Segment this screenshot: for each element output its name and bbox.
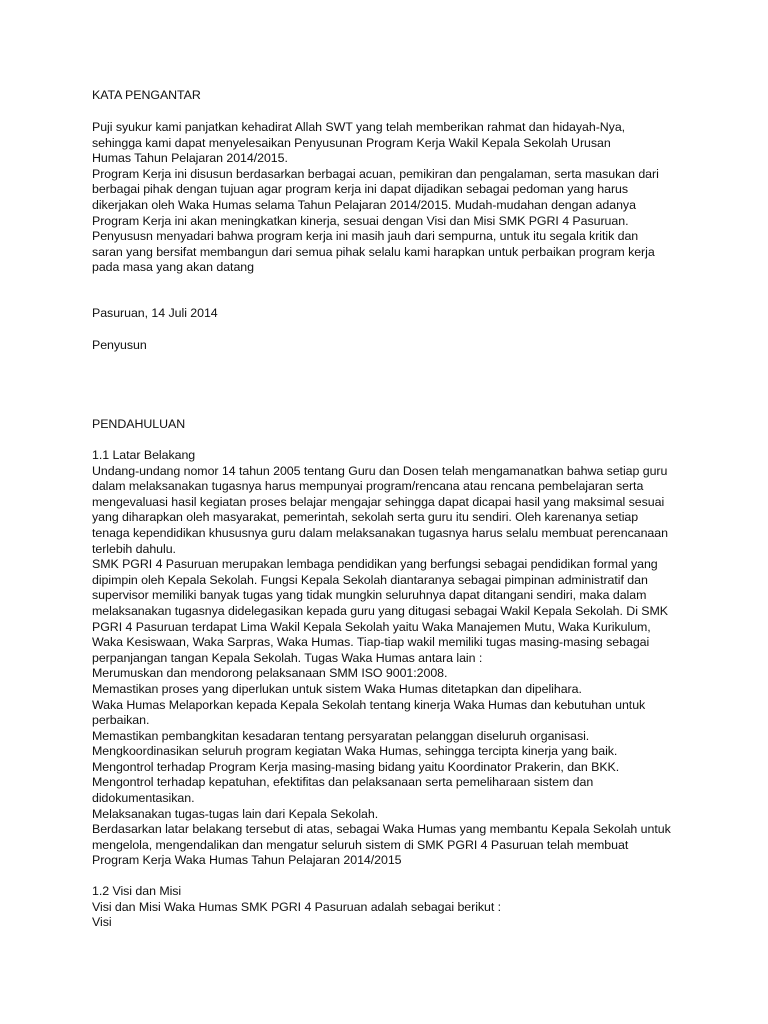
paragraph-line: Program Kerja ini disusun berdasarkan berbagai acuan, pemikiran dan pengalaman, serta masukan dari: [92, 166, 659, 181]
paragraph-line: dikerjakan oleh Waka Humas selama Tahun Pelajaran 2014/2015. Mudah-mudahan dengan adanya: [92, 197, 636, 212]
paragraph-line: tenaga kependidikan khususnya guru dalam melaksanakan tugasnya harus selalu membuat perencanaan: [92, 525, 668, 540]
paragraph-line: yang diharapkan oleh masyarakat, pemerintah, sekolah serta guru itu sendiri. Oleh karenanya setiap: [92, 510, 639, 525]
paragraph-line: Memastikan proses yang diperlukan untuk sistem Waka Humas ditetapkan dan dipelihara.: [92, 681, 582, 696]
paragraph-line: berbagai pihak dengan tujuan agar program kerja ini dapat dijadikan sebagai pedoman yang harus: [92, 182, 629, 197]
paragraph-line: melaksanakan tugasnya didelegasikan kepada guru yang ditugasi sebagai Wakil Kepala Sekolah. Di SMK: [92, 603, 668, 618]
paragraph-line: Melaksanakan tugas-tugas lain dari Kepala Sekolah.: [92, 806, 379, 821]
paragraph-line: saran yang bersifat membangun dari semua pihak selalu kami harapkan untuk perbaikan program kerja: [92, 244, 655, 259]
paragraph-line: Mengontrol terhadap kepatuhan, efektifitas dan pelaksanaan serta pemeliharaan sistem dan: [92, 775, 594, 790]
paragraph-line: Program Kerja Waka Humas Tahun Pelajaran 2014/2015: [92, 853, 402, 868]
paragraph-line: Mengontrol terhadap Program Kerja masing-masing bidang yaitu Koordinator Prakerin, dan BKK.: [92, 759, 620, 774]
kata-pengantar-heading: KATA PENGANTAR: [92, 88, 201, 102]
paragraph-line: Humas Tahun Pelajaran 2014/2015.: [92, 151, 288, 166]
paragraph-line: pada masa yang akan datang: [92, 260, 254, 275]
paragraph-line: dipimpin oleh Kepala Sekolah. Fungsi Kepala Sekolah diantaranya sebagai pimpinan administratif dan: [92, 572, 648, 587]
paragraph-line: supervisor memiliki banyak tugas yang tidak mungkin seluruhnya dapat ditangani sendiri, maka dalam: [92, 588, 647, 603]
paragraph-line: sehingga kami dapat menyelesaikan Penyusunan Program Kerja Wakil Kepala Sekolah Urusan: [92, 135, 611, 150]
section-1-2: [92, 884, 682, 931]
paragraph-line: Puji syukur kami panjatkan kehadirat Allah SWT yang telah memberikan rahmat dan hidayah-Nya,: [92, 120, 626, 134]
section-1-1: [92, 448, 682, 869]
paragraph-line: mengelola, mengendalikan dan mengatur seluruh sistem di SMK PGRI 4 Pasuruan telah membuat: [92, 837, 629, 852]
paragraph-line: perbaikan.: [92, 713, 150, 728]
paragraph-line: Penyususn menyadari bahwa program kerja ini masih jauh dari sempurna, untuk itu segala kritik dan: [92, 229, 639, 244]
paragraph-line: PGRI 4 Pasuruan terdapat Lima Wakil Kepala Sekolah yaitu Waka Manajemen Mutu, Waka Kurikulum,: [92, 619, 651, 634]
paragraph-line: Program Kerja ini akan meningkatkan kinerja, sesuai dengan Visi dan Misi SMK PGRI 4 Pasuruan.: [92, 213, 629, 228]
paragraph-line: dalam melaksanakan tugasnya harus mempunyai program/rencana atau rencana pembelajaran serta: [92, 479, 644, 494]
paragraph-line: Waka Humas Melaporkan kepada Kepala Sekolah tentang kinerja Waka Humas dan kebutuhan untuk: [92, 697, 646, 712]
pendahuluan-heading: PENDAHULUAN: [92, 417, 186, 431]
paragraph-line: mengevaluasi hasil kegiatan proses belajar mengajar sehingga dapat dicapai hasil yang maksimal sesuai: [92, 494, 665, 509]
paragraph-line: Memastikan pembangkitan kesadaran tentang persyaratan pelanggan diseluruh organisasi.: [92, 728, 590, 743]
paragraph-line: SMK PGRI 4 Pasuruan merupakan lembaga pendidikan yang berfungsi sebagai pendidikan formal yang: [92, 557, 658, 572]
paragraph-line: Merumuskan dan mendorong pelaksanaan SMM ISO 9001:2008.: [92, 666, 448, 681]
paragraph-line: perpanjangan tangan Kepala Sekolah. Tugas Waka Humas antara lain :: [92, 650, 483, 665]
paragraph-line: terlebih dahulu.: [92, 541, 176, 556]
section-title: 1.1 Latar Belakang: [92, 448, 196, 462]
place-date: Pasuruan, 14 Juli 2014: [92, 306, 218, 320]
paragraph-line: Undang-undang nomor 14 tahun 2005 tentang Guru dan Dosen telah mengamanatkan bahwa setiap guru: [92, 463, 668, 478]
paragraph-line: Visi dan Misi Waka Humas SMK PGRI 4 Pasuruan adalah sebagai berikut :: [92, 899, 502, 914]
paragraph-line: didokumentasikan.: [92, 791, 195, 806]
signature-label: Penyusun: [92, 338, 147, 352]
paragraph-line: Waka Kesiswaan, Waka Sarpras, Waka Humas. Tiap-tiap wakil memiliki tugas masing-masing sebagai: [92, 635, 650, 650]
section-title: 1.2 Visi dan Misi: [92, 884, 182, 898]
paragraph-line: Visi: [92, 915, 112, 930]
kata-pengantar-paragraph: [92, 120, 682, 276]
paragraph-line: Berdasarkan latar belakang tersebut di atas, sebagai Waka Humas yang membantu Kepala Sekolah untuk: [92, 822, 671, 837]
paragraph-line: Mengkoordinasikan seluruh program kegiatan Waka Humas, sehingga tercipta kinerja yang baik.: [92, 744, 618, 759]
